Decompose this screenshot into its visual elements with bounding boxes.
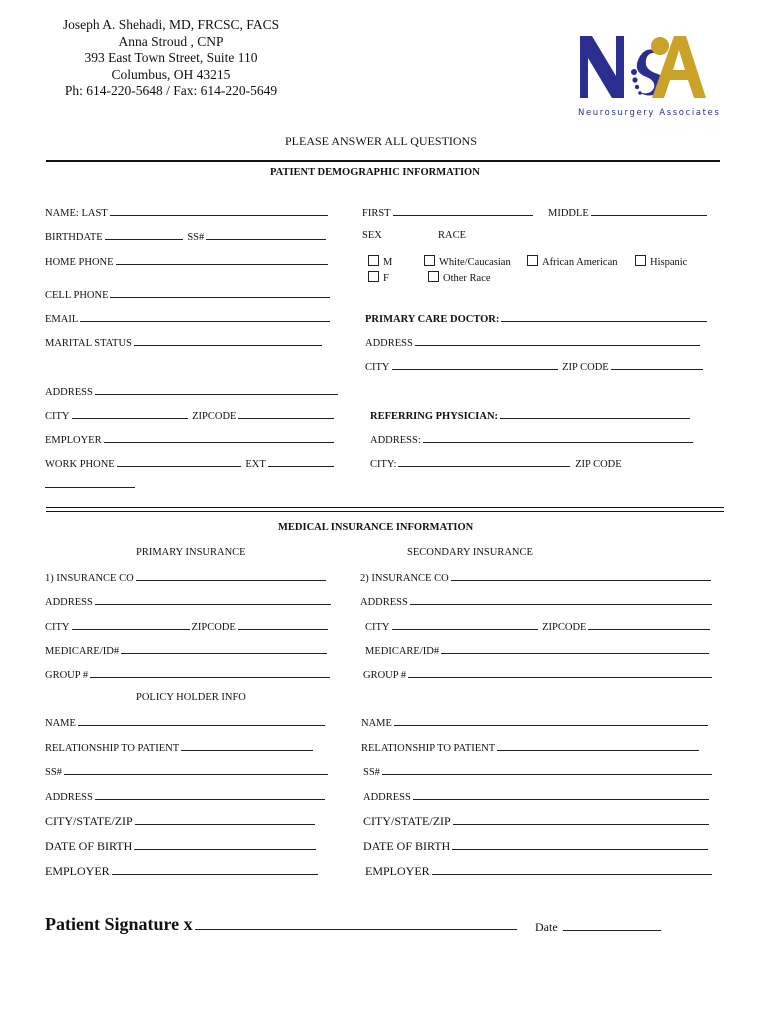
ss-label: SS# [187, 232, 205, 243]
practice-header [40, 17, 302, 100]
checkbox-box[interactable] [527, 255, 538, 266]
city-state: Columbus, OH 43215 [111, 66, 231, 82]
race-african-checkbox[interactable] [527, 255, 618, 268]
secondary-group-field[interactable] [363, 668, 714, 681]
phone-fax: Ph: 614-220-5648 / Fax: 614-220-5649 [64, 83, 278, 98]
primary-name-label: NAME [45, 718, 76, 729]
primary-employer-field[interactable] [45, 864, 320, 879]
secondary-ins-co-field[interactable] [360, 571, 713, 584]
employer-field[interactable] [45, 433, 336, 446]
work-phone-field[interactable] [45, 457, 336, 470]
employer-label: EMPLOYER [45, 435, 102, 446]
primary-dob-field[interactable] [45, 839, 318, 854]
marital-status-field[interactable] [45, 336, 324, 349]
secondary-city-label: CITY [365, 622, 390, 633]
primary-group-label: GROUP # [45, 670, 89, 681]
secondary-dob-field[interactable] [363, 839, 710, 854]
home-phone-label: HOME PHONE [45, 257, 114, 268]
nsa-logo-mark [578, 32, 708, 102]
marital-status-label: MARITAL STATUS [45, 338, 132, 349]
first-name-field[interactable] [362, 206, 535, 219]
birthdate-label: BIRTHDATE [45, 232, 103, 243]
zipcode-label: ZIPCODE [192, 411, 237, 422]
secondary-group-label: GROUP # [363, 670, 407, 681]
patient-signature-field[interactable] [45, 914, 519, 935]
primary-address-label: ADDRESS [45, 597, 93, 608]
secondary-employer-label: EMPLOYER [365, 864, 430, 878]
race-african-label: African American [542, 257, 618, 268]
insurance-title: MEDICAL INSURANCE INFORMATION [278, 522, 474, 533]
sex-m-label: M [383, 257, 393, 268]
secondary-employer-field[interactable] [365, 864, 714, 879]
secondary-address-label: ADDRESS [360, 597, 408, 608]
name-last-label: NAME: LAST [45, 208, 108, 219]
primary-ss-label: SS# [45, 767, 62, 778]
divider-top [46, 160, 720, 162]
divider-mid [46, 507, 724, 508]
ext-label: EXT [245, 459, 266, 470]
logo-tagline: Neurosurgery Associates [578, 108, 721, 118]
primary-relationship-label: RELATIONSHIP TO PATIENT [45, 743, 180, 754]
sex-f-checkbox[interactable] [368, 271, 389, 284]
primary-ins-co-field[interactable] [45, 571, 328, 584]
primary-holder-address-label: ADDRESS [45, 792, 93, 803]
primary-csz-field[interactable] [45, 814, 317, 829]
doctor-name: Joseph A. Shehadi, MD, FRCSC, FACS [62, 17, 280, 32]
secondary-ss-label: SS# [363, 767, 380, 778]
secondary-holder-address-field[interactable] [363, 790, 711, 803]
referring-city-label: CITY: [370, 459, 397, 470]
primary-insurance-heading: PRIMARY INSURANCE [136, 547, 246, 558]
pcd-city-label: CITY [365, 362, 390, 373]
primary-dob-label: DATE OF BIRTH [45, 839, 133, 853]
work-phone-continuation[interactable] [45, 478, 135, 488]
primary-relationship-field[interactable] [45, 741, 315, 754]
np-name: Anna Stroud , CNP [118, 33, 224, 49]
referring-label: REFERRING PHYSICIAN: [370, 411, 499, 422]
primary-name-field[interactable] [45, 716, 327, 729]
please-answer: PLEASE ANSWER ALL QUESTIONS [285, 134, 477, 148]
date-label: Date [535, 920, 558, 934]
home-phone-field[interactable] [45, 255, 330, 268]
secondary-zipcode-label: ZIPCODE [542, 622, 587, 633]
race-hispanic-checkbox[interactable] [635, 255, 687, 268]
secondary-csz-label: CITY/STATE/ZIP [363, 814, 451, 828]
checkbox-box[interactable] [368, 255, 379, 266]
primary-city-label: CITY [45, 622, 70, 633]
primary-employer-label: EMPLOYER [45, 864, 110, 878]
sex-f-label: F [383, 273, 389, 284]
race-white-checkbox[interactable] [424, 255, 511, 268]
primary-city-zip-field[interactable] [45, 620, 330, 633]
pcd-city-zip-field[interactable] [365, 360, 705, 373]
secondary-dob-label: DATE OF BIRTH [363, 839, 451, 853]
nsa-logo [578, 32, 721, 118]
name-last-field[interactable] [45, 206, 330, 219]
pcd-zip-label: ZIP CODE [562, 362, 609, 373]
primary-address-field[interactable] [45, 595, 333, 608]
primary-medicare-label: MEDICARE/ID# [45, 646, 120, 657]
secondary-holder-address-label: ADDRESS [363, 792, 411, 803]
divider-mid-2 [46, 511, 724, 512]
primary-csz-label: CITY/STATE/ZIP [45, 814, 133, 828]
referring-zip-label: ZIP CODE [575, 459, 622, 470]
address-field[interactable] [45, 385, 340, 398]
primary-holder-address-field[interactable] [45, 790, 327, 803]
secondary-address-field[interactable] [360, 595, 714, 608]
race-hispanic-label: Hispanic [650, 257, 688, 268]
referring-city-zip-field[interactable] [370, 457, 622, 470]
address-label: ADDRESS [45, 387, 93, 398]
checkbox-box[interactable] [635, 255, 646, 266]
secondary-medicare-field[interactable] [365, 644, 711, 657]
secondary-ss-field[interactable] [363, 765, 714, 778]
city-label: CITY [45, 411, 70, 422]
signature-label: Patient Signature x [45, 914, 193, 934]
email-label: EMAIL [45, 314, 79, 325]
race-other-checkbox[interactable] [428, 271, 491, 284]
referring-address-field[interactable] [370, 433, 695, 446]
pcd-label: PRIMARY CARE DOCTOR: [365, 314, 500, 325]
primary-ss-field[interactable] [45, 765, 330, 778]
referring-field[interactable] [370, 409, 692, 422]
signature-date-field[interactable] [535, 920, 663, 935]
primary-zipcode-label: ZIPCODE [191, 622, 236, 633]
secondary-relationship-field[interactable] [361, 741, 701, 754]
sex-label: SEX [362, 230, 382, 241]
referring-address-label: ADDRESS: [370, 435, 421, 446]
race-label: RACE [438, 230, 467, 241]
checkbox-box[interactable] [424, 255, 435, 266]
secondary-insurance-heading: SECONDARY INSURANCE [407, 547, 533, 558]
ins-co2-label: 2) INSURANCE CO [360, 573, 449, 584]
secondary-medicare-label: MEDICARE/ID# [365, 646, 440, 657]
cell-phone-label: CELL PHONE [45, 290, 109, 301]
checkbox-box[interactable] [368, 271, 379, 282]
secondary-relationship-label: RELATIONSHIP TO PATIENT [361, 743, 496, 754]
pcd-field[interactable] [365, 312, 709, 325]
secondary-csz-field[interactable] [363, 814, 711, 829]
first-label: FIRST [362, 208, 391, 219]
email-field[interactable] [45, 312, 332, 325]
birthdate-field[interactable] [45, 230, 328, 243]
secondary-name-label: NAME [361, 718, 392, 729]
demo-title: PATIENT DEMOGRAPHIC INFORMATION [270, 167, 480, 178]
city-zip-field[interactable] [45, 409, 336, 422]
ins-co1-label: 1) INSURANCE CO [45, 573, 134, 584]
race-white-label: White/Caucasian [439, 257, 511, 268]
street-address: 393 East Town Street, Suite 110 [84, 50, 258, 65]
pcd-address-field[interactable] [365, 336, 702, 349]
work-phone-label: WORK PHONE [45, 459, 115, 470]
policy-holder-heading: POLICY HOLDER INFO [136, 692, 246, 703]
pcd-address-label: ADDRESS [365, 338, 413, 349]
secondary-city-zip-field[interactable] [365, 620, 712, 633]
middle-label: MIDDLE [548, 208, 589, 219]
middle-name-field[interactable] [548, 206, 709, 219]
checkbox-box[interactable] [428, 271, 439, 282]
primary-medicare-field[interactable] [45, 644, 329, 657]
sex-m-checkbox[interactable] [368, 255, 392, 268]
primary-group-field[interactable] [45, 668, 332, 681]
secondary-name-field[interactable] [361, 716, 710, 729]
race-other-label: Other Race [443, 273, 491, 284]
cell-phone-field[interactable] [45, 288, 332, 301]
